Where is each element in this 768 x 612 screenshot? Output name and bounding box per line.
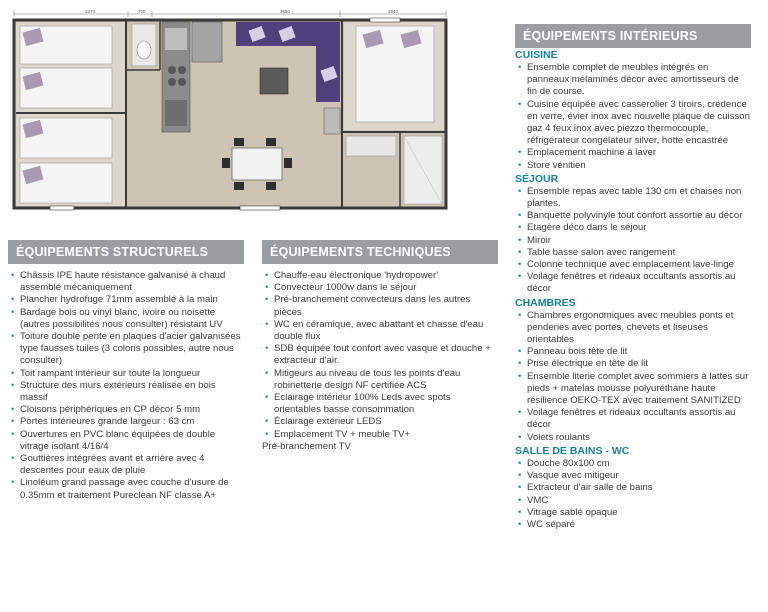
techniques-list [262, 270, 498, 453]
list-item: • Banquette polyvinyle tout confort assortie au décor [515, 210, 751, 222]
cuisine-list [515, 62, 751, 172]
list-item: • Voilage fenêtres et rideaux occultants assortis au décor [515, 407, 751, 431]
list-item: • Éclairage extérieur LEDS [262, 416, 498, 428]
salle-de-bains-list [515, 458, 751, 531]
list-item: • Douche 80x100 cm [515, 458, 751, 470]
structurels-panel [8, 240, 244, 502]
list-item: • Vitrage sablé opaque [515, 507, 751, 519]
list-item: • Ensemble literie complet avec sommiers à lattes sur pieds + matelas mousse polyuréthane haute résilience OEKO-TEX avec traitement SANITIZED [515, 371, 751, 408]
list-item: • Chambres ergonomiques avec meubles ponts et penderies avec portes, chevets et liseuses orientables [515, 310, 751, 347]
section-title-chambres: CHAMBRES [515, 296, 576, 309]
interieurs-panel [515, 24, 751, 531]
list-item: • Convecteur 1000w dans le séjour [262, 282, 498, 294]
list-item: • Etagère déco dans le séjour [515, 222, 751, 234]
list-item: • Pré-branchement convecteurs dans les autres pièces [262, 294, 498, 318]
list-item: • Châssis IPE haute résistance galvanisé à chaud assemblé mécaniquement [8, 270, 244, 294]
list-item: • Miroir [515, 235, 751, 247]
techniques-panel [262, 240, 498, 453]
list-item: • Colonne technique avec emplacement lave-linge [515, 259, 751, 271]
list-item: • SDB équipée tout confort avec vasque et douche + extracteur d'air. [262, 343, 498, 367]
list-item-continued: Pré-branchement TV [262, 440, 351, 452]
list-item: • Emplacement machine à laver [515, 147, 751, 159]
list-item: • Volets roulants [515, 432, 751, 444]
list-item: • Cloisons périphériques en CP décor 5 mm [8, 404, 244, 416]
list-item: • Vasque avec mitigeur [515, 470, 751, 482]
list-item: • Prise électrique en tête de lit [515, 358, 751, 370]
list-item: • WC en céramique, avec abattant et chasse d'eau double flux [262, 319, 498, 343]
list-item: • Structure des murs extérieurs réalisée en bois massif [8, 380, 244, 404]
list-item: • VMC [515, 495, 751, 507]
list-item: • Mitigeurs au niveau de tous les points d'eau robinetterie design NF certifiée ACS [262, 368, 498, 392]
list-item: • Ouvertures en PVC blanc équipées de double vitrage isolant 4/16/4 [8, 429, 244, 453]
dim-label-2: 700 [138, 9, 146, 14]
list-item: • Chauffe-eau électronique 'hydropower' [262, 270, 498, 282]
section-title-cuisine: CUISINE [515, 49, 558, 61]
list-item: • Linoléum grand passage avec couche d'usure de 0.35mm et traitement Pureclean NF classe A+ [8, 477, 244, 501]
list-item: • Table basse salon avec rangement [515, 247, 751, 259]
list-item: • Ensemble repas avec table 130 cm et chaises non plantes. [515, 186, 751, 210]
list-item: • Toiture double pente en plaques d'acier galvanisées type fausses tuiles (3 coloris possibles, autre nous consulter) [8, 331, 244, 368]
dim-label-1: 2370 [85, 9, 96, 14]
list-item: • Store vénitien [515, 160, 751, 172]
structurels-title: ÉQUIPEMENTS STRUCTURELS [8, 240, 244, 264]
techniques-title: ÉQUIPEMENTS TECHNIQUES [262, 240, 498, 264]
list-item: • Voilage fenêtres et rideaux occultants assortis au décor [515, 271, 751, 295]
section-title-sejour: SÉJOUR [515, 172, 559, 185]
list-item: • Bardage bois ou vinyl blanc, ivoire ou noisette (autres possibilités nous consulter) résistant UV [8, 307, 244, 331]
dim-label-4: 2640 [388, 9, 399, 14]
list-item: • Plancher hydrofuge 71mm assemblé à la main [8, 294, 244, 306]
list-item: • Emplacement TV + meuble TV+ [262, 429, 498, 441]
list-item: • Extracteur d'air salle de bains [515, 482, 751, 494]
list-item: • Ensemble complet de meubles intégrés en panneaux mélaminés décor avec amortisseurs de fin de course. [515, 62, 751, 99]
list-item: • Toit rampant intérieur sur toute la longueur [8, 368, 244, 380]
interieurs-title: ÉQUIPEMENTS INTÉRIEURS [515, 24, 751, 48]
floor-plan [10, 8, 450, 213]
list-item: • Cuisine équipée avec casserolier 3 tiroirs, crédence en verre, évier inox avec nouvelle plaque de cuisson gaz 4 feux inox avec piezzo thermocouple, réfrigérateur congélateur silver, hotte encastrée [515, 99, 751, 148]
dim-label-3: 3650 [280, 9, 291, 14]
list-item: • Portes intérieures grande largeur : 63 cm [8, 416, 244, 428]
list-item: • Panneau bois tête de lit [515, 346, 751, 358]
floor-plan-drawing [10, 8, 450, 213]
list-item: • Eclairage intérieur 100% Leds avec spots orientables basse consommation [262, 392, 498, 416]
section-title-salle-de-bains: SALLE DE BAINS - WC [515, 444, 630, 457]
chambres-list [515, 310, 751, 444]
structurels-list [8, 270, 244, 502]
list-item: • Gouttières intégrées avant et arrière avec 4 descentes pour eaux de pluie [8, 453, 244, 477]
dining-table [232, 148, 282, 180]
list-item: • WC séparé [515, 519, 751, 531]
sejour-list [515, 186, 751, 296]
